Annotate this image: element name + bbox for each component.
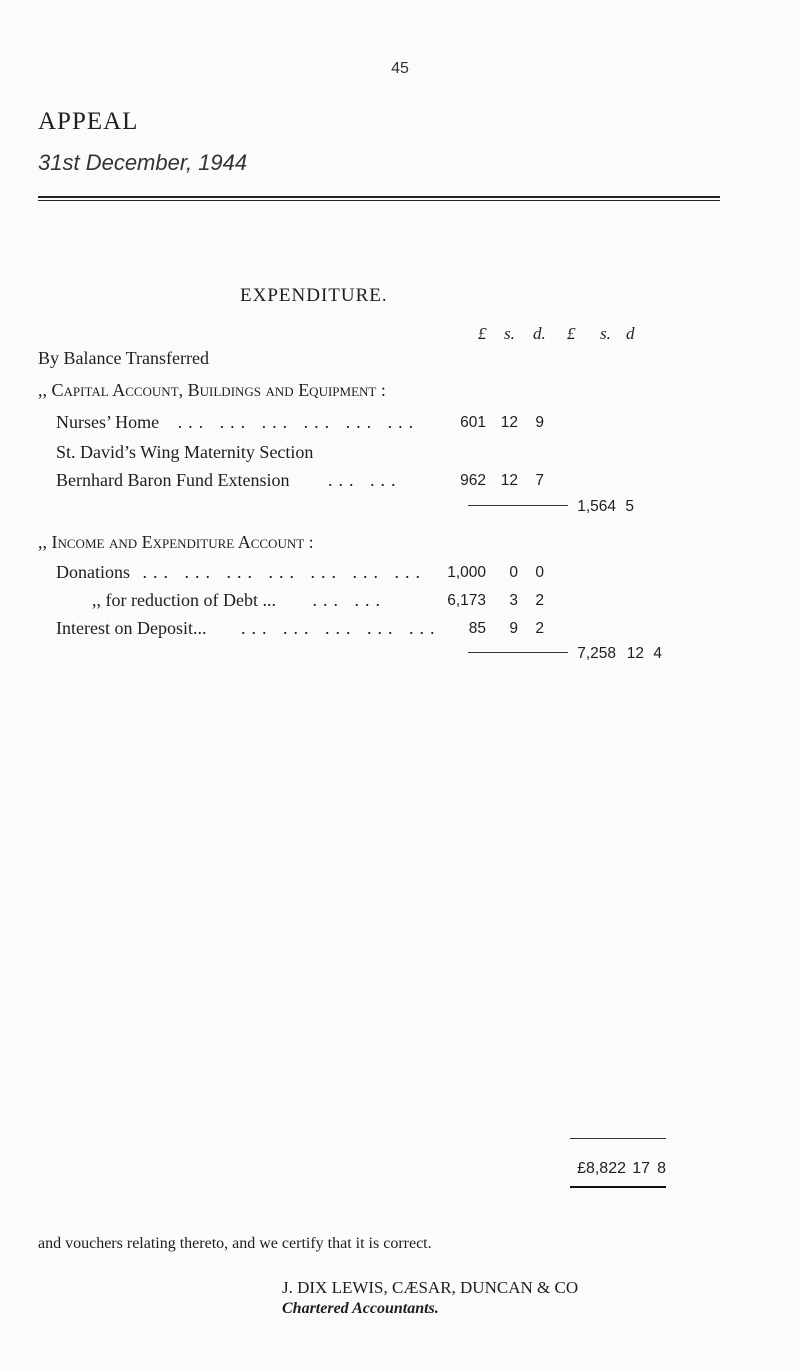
amount-pounds: 962 (460, 472, 486, 489)
col-shillings2-header: s. (600, 324, 611, 343)
subtotal-shillings: 5 (625, 498, 634, 515)
row-capital-account: ,, Capital Account, Buildings and Equipment : (38, 380, 386, 400)
leader-dots: ... ... ... ... ... ... (177, 412, 420, 432)
amount-pounds: 6,173 (447, 592, 486, 609)
col-shillings-header: s. (504, 324, 515, 343)
subtotal-rule (468, 652, 568, 653)
subtotal-rule (468, 505, 568, 506)
row-st-davids-wing: St. David’s Wing Maternity Section (56, 442, 314, 462)
grand-total-shillings: 17 (632, 1160, 650, 1177)
subtotal-pounds: 7,258 (577, 645, 616, 662)
amount-shillings: 9 (509, 620, 518, 637)
leader-dots: ... ... ... ... ... ... ... (142, 562, 426, 582)
col-pounds-header: £ (478, 324, 487, 343)
grand-total-double-rule (570, 1186, 666, 1188)
amount-pence: 7 (535, 472, 544, 489)
amount-pounds: 1,000 (447, 564, 486, 581)
section-heading: EXPENDITURE. (240, 285, 388, 306)
row-label: Bernhard Baron Fund Extension (56, 470, 290, 490)
leader-dots: ... ... (312, 590, 386, 610)
subtotal-pence: 4 (653, 645, 662, 662)
amount-pounds: 85 (468, 620, 486, 637)
col-pence-header: d. (533, 324, 546, 343)
amount-pounds: 601 (460, 414, 486, 431)
subtotal-pounds: 1,564 (577, 498, 616, 515)
page-number: 45 (391, 60, 409, 77)
amount-pence: 0 (535, 564, 544, 581)
leader-dots: ... ... (327, 470, 402, 490)
report-date: 31st December, 1944 (38, 150, 248, 175)
amount-pence: 9 (535, 414, 544, 431)
row-nurses-home (56, 412, 419, 433)
amount-shillings: 12 (500, 414, 518, 431)
row-balance-transferred: By Balance Transferred (38, 348, 209, 368)
grand-total-pence: 8 (657, 1160, 666, 1177)
certification-text: and vouchers relating thereto, and we certify that it is correct. (38, 1235, 432, 1252)
row-label: Nurses’ Home (56, 412, 160, 432)
amount-shillings: 12 (500, 472, 518, 489)
row-bernhard-baron (56, 470, 401, 491)
leader-dots: ... ... ... ... ... (240, 618, 441, 638)
row-donations (56, 562, 426, 583)
page-title: APPEAL (38, 108, 139, 135)
row-label: ,, for reduction of Debt ... (92, 590, 276, 610)
auditor-title: Chartered Accountants. (282, 1300, 439, 1317)
col-pounds2-header: £ (567, 324, 576, 343)
header-rule-thick (38, 196, 720, 198)
auditor-firm: J. DIX LEWIS, CÆSAR, DUNCAN & CO (282, 1278, 579, 1297)
row-label: Interest on Deposit... (56, 618, 207, 638)
row-label: Donations (56, 562, 130, 582)
row-interest-deposit (56, 618, 440, 639)
amount-pence: 2 (535, 620, 544, 637)
col-pence2-header: d (626, 324, 635, 343)
amount-pence: 2 (535, 592, 544, 609)
amount-shillings: 3 (509, 592, 518, 609)
subtotal-shillings: 12 (626, 645, 644, 662)
row-debt-reduction (92, 590, 386, 611)
grand-total-pounds: £8,822 (577, 1160, 626, 1177)
amount-shillings: 0 (509, 564, 518, 581)
row-income-expenditure: ,, Income and Expenditure Account : (38, 532, 314, 552)
header-rule-thin (38, 200, 720, 201)
grand-total-top-rule (570, 1138, 666, 1139)
